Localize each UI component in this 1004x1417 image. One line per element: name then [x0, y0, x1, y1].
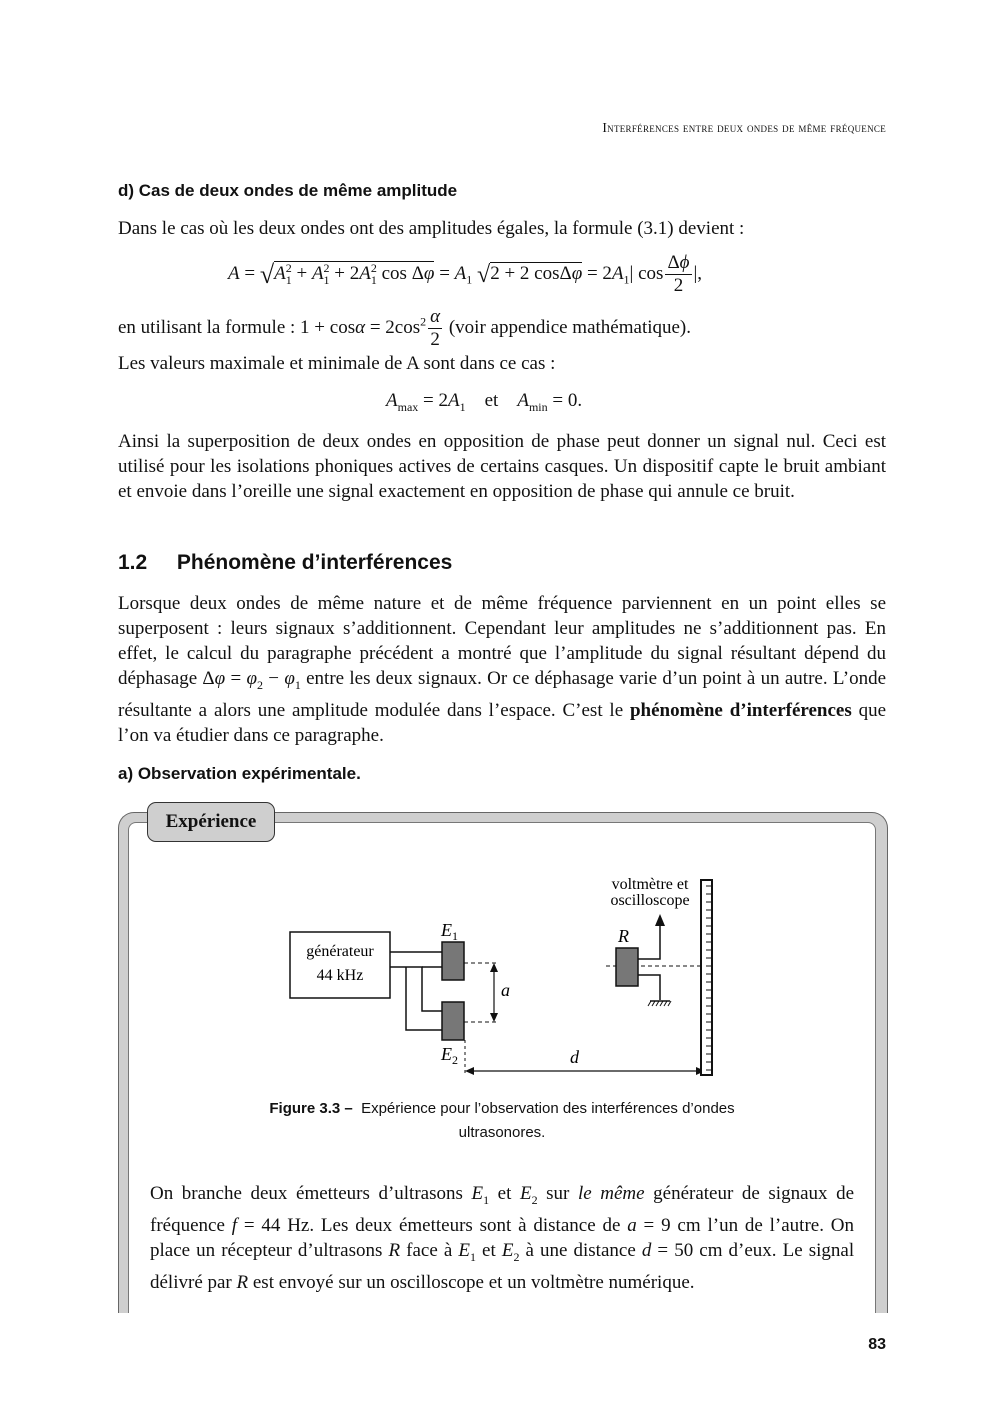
- paragraph-extrema: Les valeurs maximale et minimale de A sont dans ce cas :: [118, 353, 556, 374]
- experience-text: On branche deux émetteurs d’ultrasons $E_1$ et $E_2$ sur le même générateur de signaux de fréquence f = 44 Hz. Les deux émetteurs sont à distance de a = 9 cm l’un de l’autre. On place un récepteur d’ultrasons R face à $E_1$ et $E_2$ à une distance d = 50 cm d’eux. Le signal délivré par R est envoyé sur un oscilloscope et un voltmètre numérique.: [150, 1183, 855, 1293]
- caption-line2: ultrasonores.: [458, 1124, 546, 1141]
- subsection-a-title: a) Observation expérimentale.: [118, 764, 361, 783]
- exp-t5: Hz. Les deux émetteurs sont à distance de: [287, 1214, 621, 1236]
- formula-suffix: (voir appendice mathématique).: [448, 316, 692, 338]
- running-header: Interférences entre deux ondes de même fréquence: [602, 120, 886, 135]
- exp-and-1: et: [497, 1183, 512, 1204]
- p5-start: Lorsque deux ondes de même nature et de même fréquence parviennent en un point elles se superposent : leurs signaux s’additionnent. Cependant leur amplitudes ne s’additionnent pas. En effet, le calcul du paragraphe précédent a montré que l’amplitude du signal résultant dépend du déphasage: [118, 593, 886, 689]
- equation-amplitude: $A = √A_1^2 + A_1^2 + 2A_1^2$ $\cos \Delta\varphi = A_1$ √2 + 2 $\cos\Delta\varphi = 2A_1|$ cos $\frac{\Delta\phi}{2}$ |,: [228, 252, 703, 296]
- paragraph-intro: Dans le cas où les deux ondes ont des amplitudes égales, la formule (3.1) devient :: [118, 218, 745, 239]
- exp-a-val: 9: [661, 1214, 671, 1236]
- exp-t9: cm d’eux. Le signal délivré par: [150, 1239, 855, 1293]
- label-E2: $E_2$: [441, 1044, 458, 1067]
- emitter-E1: [442, 942, 464, 980]
- exp-t1: On branche deux émetteurs d’ultrasons: [150, 1183, 463, 1204]
- exp-t6: cm l’un de l’autre. On place un récepteur d’ultrasons: [150, 1214, 855, 1261]
- exp-d-val: 50: [674, 1239, 694, 1261]
- exp-t7: face à: [406, 1239, 453, 1261]
- label-d: d: [570, 1047, 579, 1067]
- section-number: 1.2: [118, 551, 148, 574]
- page-number: 83: [868, 1336, 886, 1353]
- meter-label-2: oscilloscope: [610, 892, 690, 909]
- receiver-ground-wire: [638, 975, 660, 1000]
- wire-3: [406, 967, 442, 1030]
- generator-label-2: 44 kHz: [316, 967, 364, 984]
- receiver-signal-arrow: [655, 914, 665, 926]
- label-E1: $E_1$: [441, 920, 458, 943]
- p5-mid: entre les deux signaux. Or ce déphasage varie d’un point à un autre. L’onde résultante a alors une amplitude modulée dans l’espace. C’est le: [118, 668, 887, 721]
- exp-t8: à une distance: [525, 1239, 636, 1261]
- paragraph-formula: en utilisant la formule : $1 + \cos\alpha = 2\cos^2$ $\frac{\alpha}{2}$ (voir appendice mathématique).: [118, 306, 692, 350]
- formula-prefix: en utilisant la formule :: [118, 316, 296, 338]
- receiver-R: [616, 948, 638, 986]
- caption-label: Figure 3.3 –: [269, 1100, 353, 1117]
- experiment-figure: [280, 870, 720, 1085]
- exp-and-2: et: [482, 1239, 496, 1261]
- exp-t2: sur: [546, 1183, 570, 1204]
- caption-line1: Expérience pour l’observation des interférences d’ondes: [361, 1100, 735, 1117]
- p5-bold: phénomène d’interférences: [629, 699, 852, 721]
- label-R: R: [618, 926, 629, 946]
- p5-end: que l’on va étudier dans ce paragraphe.: [118, 699, 886, 746]
- arrow-d-head-left: [465, 1067, 474, 1075]
- subsection-d-title: d) Cas de deux ondes de même amplitude: [118, 181, 458, 200]
- arrow-a-head-top: [490, 963, 498, 972]
- equation-extrema: $A_{max} = 2A_1$ et $A_{min} = 0$.: [386, 390, 583, 414]
- generator-box: [290, 932, 390, 998]
- section-heading: [118, 551, 452, 575]
- experience-tab: Expérience: [147, 802, 275, 842]
- label-a: a: [501, 980, 510, 1000]
- section-title: Phénomène d’interférences: [176, 551, 453, 574]
- receiver-signal-wire: [638, 922, 660, 959]
- generator-label-1: générateur: [306, 943, 374, 960]
- exp-t3: le même: [577, 1183, 645, 1204]
- paragraph-interference: Lorsque deux ondes de même nature et de même fréquence parviennent en un point elles se superposent : leurs signaux s’additionnent. Cependant leur amplitudes ne s’additionnent pas. En effet, le calcul du paragraphe précédent a montré que l’amplitude du signal résultant dépend du déphasage $\Delta\varphi = \varphi_2 - \varphi_1$ entre les deux signaux. Or ce déphasage varie d’un point à un autre. L’onde résultante a alors une amplitude modulée dans l’espace. C’est le phénomène d’interférences que l’on va étudier dans ce paragraphe.: [118, 593, 887, 746]
- wire-2: [390, 967, 442, 1011]
- meter-label-1: voltmètre et: [611, 876, 689, 893]
- exp-t4: générateur de signaux de fréquence: [150, 1183, 855, 1236]
- exp-t10: est envoyé sur un oscilloscope et un voltmètre numérique.: [252, 1271, 695, 1293]
- figure-caption: [200, 1097, 804, 1145]
- paragraph-noise-cancel: Ainsi la superposition de deux ondes en opposition de phase peut donner un signal nul. Ceci est utilisé pour les isolations phoniques actives de certains casques. Un dispositif capte le bruit ambiant et envoie dans l’oreille une signal exactement en opposition de phase qui annule ce bruit.: [118, 431, 886, 502]
- arrow-a-head-bottom: [490, 1013, 498, 1022]
- exp-f-val: 44: [261, 1214, 281, 1236]
- emitter-E2: [442, 1002, 464, 1040]
